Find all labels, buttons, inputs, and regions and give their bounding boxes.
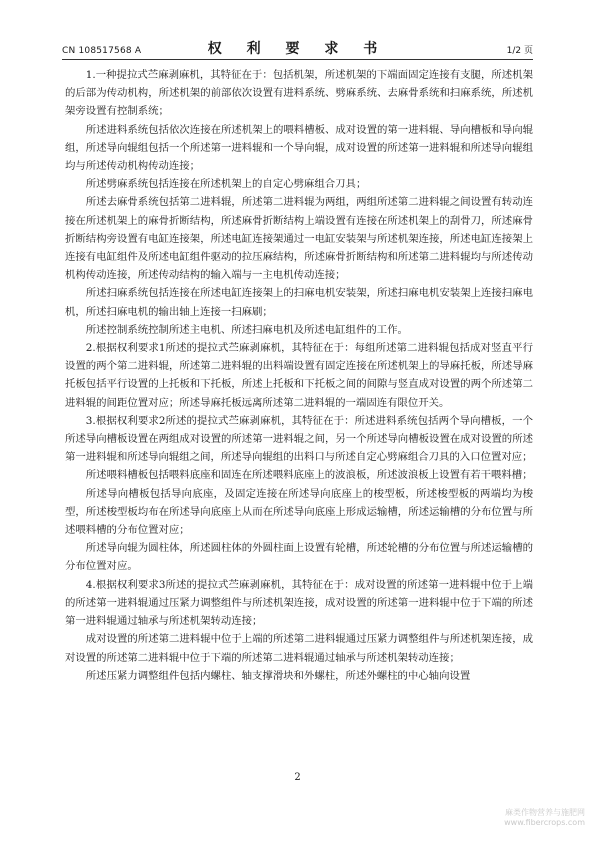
claims-body xyxy=(65,66,533,685)
page-header xyxy=(62,36,533,60)
site-watermark xyxy=(504,808,585,828)
claim-paragraph: 所述扫麻系统包括连接在所述电缸连接架上的扫麻电机安装架，所述扫麻电机安装架上连接扫麻电机，所述扫麻电机的输出轴上连接一扫麻刷； xyxy=(65,287,533,318)
watermark-title: 麻类作物营养与施肥网 xyxy=(505,808,585,817)
claim-paragraph: 2.根据权利要求1所述的提拉式苎麻剥麻机，其特征在于：每组所述第二进料辊包括成对竖直平行设置的两个第二进料辊，所述第二进料辊的出料端设置有固定连接在所述机架上的导麻托板，所述导麻托板包括平行设置的上托板和下托板，所述上托板和下托板之间的间隙与竖直成对设置的两个所述第二进料辊的间距位置对应；所述导麻托板远离所述第二进料辊的一端固连有限位开关。 xyxy=(65,342,533,409)
header-divider xyxy=(62,59,533,60)
claim-paragraph: 3.根据权利要求2所述的提拉式苎麻剥麻机，其特征在于：所述进料系统包括两个导向槽板，一个所述导向槽板设置在两组成对设置的所述第一进料辊之间，另一个所述导向槽板设置在成对设置的所述第一进料辊和所述导向辊组之间，所述导向辊组的出料口与所述自定心劈麻组合刀具的入口位置对应； xyxy=(65,414,533,464)
document-number: CN 108517568 A xyxy=(62,46,142,56)
claim-paragraph: 1.一种提拉式苎麻剥麻机，其特征在于：包括机架，所述机架的下端面固定连接有支腿，所述机架的后部为传动机构，所述机架的前部依次设置有进料系统、劈麻系统、去麻骨系统和扫麻系统，所述机架旁设置有控制系统； xyxy=(65,69,533,118)
claim-paragraph: 4.根据权利要求3所述的提拉式苎麻剥麻机，其特征在于：成对设置的所述第一进料辊中位于上端的所述第一进料辊通过压紧力调整组件与所述机架连接，成对设置的所述第一进料辊中位于下端的所述第一进料辊通过轴承与所述机架转动连接； xyxy=(65,578,533,628)
page-number: 2 xyxy=(294,772,301,783)
claim-paragraph: 所述进料系统包括依次连接在所述机架上的喂料槽板、成对设置的第一进料辊、导向槽板和导向辊组，所述导向辊组包括一个所述第一进料辊和一个导向辊，成对设置的所述第一进料辊和所述导向辊组均与所述传动机构传动连接； xyxy=(65,123,533,173)
claim-paragraph: 所述控制系统控制所述主电机、所述扫麻电机及所述电缸组件的工作。 xyxy=(85,323,408,336)
page-title: 权 利 要 求 书 xyxy=(207,41,388,57)
claim-paragraph: 所述劈麻系统包括连接在所述机架上的自定心劈麻组合刀具； xyxy=(85,178,367,191)
page-indicator: 1/2 页 xyxy=(506,46,533,56)
watermark-url: www.fibercrops.com xyxy=(504,818,585,827)
claim-paragraph: 所述导向辊为圆柱体，所述圆柱体的外圆柱面上设置有轮槽，所述轮槽的分布位置与所述运输槽的分布位置对应。 xyxy=(65,542,533,573)
claim-paragraph: 所述喂料槽板包括喂料底座和固连在所述喂料底座上的波浪板，所述波浪板上设置有若干喂料槽； xyxy=(85,469,533,482)
claim-paragraph: 所述压紧力调整组件包括内螺柱、轴支撑滑块和外螺柱，所述外螺柱的中心轴向设置 xyxy=(85,669,471,682)
claim-paragraph: 所述导向槽板包括导向底座，及固定连接在所述导向底座上的梭型板，所述梭型板的两端均为梭型，所述梭型板均布在所述导向底座上从而在所述导向底座上形成运输槽，所述运输槽的分布位置与所述喂料槽的分布位置对应； xyxy=(65,487,533,537)
claim-paragraph: 成对设置的所述第二进料辊中位于上端的所述第二进料辊通过压紧力调整组件与所述机架连接，成对设置的所述第二进料辊中位于下端的所述第二进料辊通过轴承与所述机架转动连接； xyxy=(65,633,533,664)
claim-paragraph: 所述去麻骨系统包括第二进料辊，所述第二进料辊为两组，两组所述第二进料辊之间设置有转动连接在所述机架上的麻骨折断结构，所述麻骨折断结构上端设置有连接在所述机架上的刮骨刀，所述麻骨折断结构旁设置有电缸连接架，所述电缸连接架通过一电缸安装架与所述机架连接，所述电缸连接架上连接有电缸组件及所述电缸组件驱动的拉压麻结构，所述麻骨折断结构和所述第二进料辊均与所述传动机构传动连接，所述传动结构的输入端与一主电机传动连接； xyxy=(65,196,533,282)
